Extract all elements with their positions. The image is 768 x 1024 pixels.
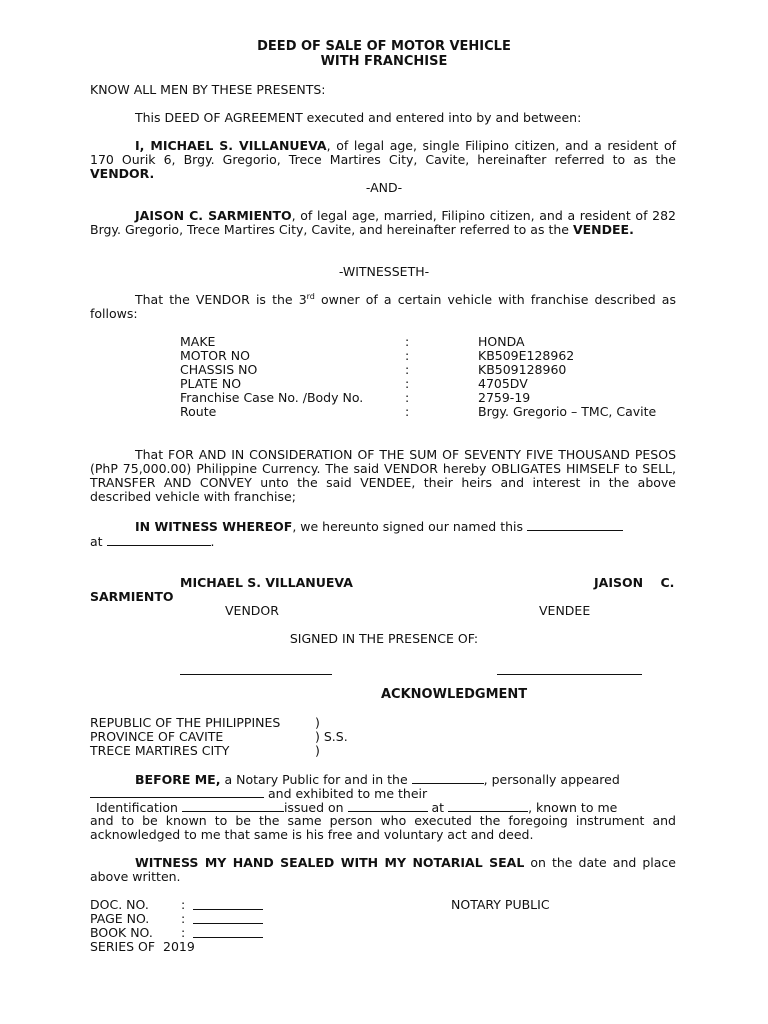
jurisdiction-blank [412,772,484,784]
vendor-name: I, MICHAEL S. VILLANUEVA [135,138,327,153]
witnesseth-heading: -WITNESSETH- [338,264,430,279]
record-label: PAGE NO. [90,911,150,926]
vehicle-value: HONDA [478,334,525,349]
vendee-signature-surname: SARMIENTO [90,589,174,604]
witness-hand-text: on the date and place above written. [90,855,676,884]
witness-hand-heading: WITNESS MY HAND SEALED WITH MY NOTARIAL SEAL [135,855,525,870]
witness-signature-line-2 [497,674,642,675]
notary-public-label: NOTARY PUBLIC [451,897,550,912]
before-me-text-3: and exhibited to me their [267,786,428,801]
witness-hand-paragraph [90,856,676,884]
signed-presence-heading: SIGNED IN THE PRESENCE OF: [289,631,479,646]
vehicle-value: KB509E128962 [478,348,575,363]
date-blank [527,519,623,531]
record-separator: : [181,911,186,926]
vehicle-separator: : [405,334,410,349]
vendee-role-label: VENDEE [539,603,591,618]
vendor-paragraph [90,139,676,181]
in-witness-heading: IN WITNESS WHEREOF [135,519,293,534]
acknowledgment-heading: ACKNOWLEDGMENT [381,687,528,702]
record-separator: : [181,897,186,912]
venue-place: PROVINCE OF CAVITE [90,729,224,744]
record-blank [193,909,263,910]
vehicle-value: 4705DV [478,376,528,391]
vendee-name: JAISON C. SARMIENTO [135,208,292,223]
vehicle-value: Brgy. Gregorio – TMC, Cavite [478,404,657,419]
owner-text-before: That the VENDOR is the 3 [135,292,307,307]
owner-text-after: owner of a certain vehicle with franchise described as follows: [90,292,676,321]
record-blank [193,937,263,938]
vehicle-label: Route [180,404,217,419]
document-title-line-2: WITH FRANCHISE [320,54,448,69]
owner-paragraph [90,293,676,321]
place-blank [107,534,211,546]
in-witness-end: . [210,534,215,549]
vehicle-label: MOTOR NO [180,348,250,363]
witness-signature-line-1 [180,674,332,675]
vendee-paragraph [90,209,676,237]
appearer-name-blank [90,786,264,798]
identification-blank [182,800,284,812]
vehicle-separator: : [405,362,410,377]
vendee-role: VENDEE. [572,222,634,237]
venue-place: TRECE MARTIRES CITY [90,743,230,758]
before-me-line-2 [90,786,427,801]
record-label: BOOK NO. [90,925,153,940]
in-witness-paragraph [90,519,676,549]
vehicle-label: CHASSIS NO [180,362,258,377]
vehicle-separator: : [405,404,410,419]
before-me-line-1 [135,772,620,787]
vehicle-separator: : [405,390,410,405]
and-separator: -AND- [365,180,403,195]
venue-place: REPUBLIC OF THE PHILIPPINES [90,715,281,730]
venue-mark: ) S.S. [315,729,348,744]
identification-label: Identification [96,800,178,815]
in-witness-text: , we hereunto signed our named this [292,519,524,534]
vendor-signature-name: MICHAEL S. VILLANUEVA [180,575,353,590]
vehicle-separator: : [405,348,410,363]
venue-mark: ) [315,743,320,758]
record-blank [193,923,263,924]
vehicle-separator: : [405,376,410,391]
venue-mark: ) [315,715,320,730]
vehicle-value: 2759-19 [478,390,531,405]
vendor-role-label: VENDOR [225,603,279,618]
before-me-text-2: , personally appeared [483,772,620,787]
issued-place-blank [448,800,528,812]
vehicle-label: MAKE [180,334,216,349]
before-me-heading: BEFORE ME, [135,772,221,787]
vendee-signature-name: JAISON C. [594,575,675,590]
consideration-text: That FOR AND IN CONSIDERATION OF THE SUM OF SEVENTY FIVE THOUSAND PESOS (PhP 75,000.00) Philippine Currency. The said VENDOR hereby OBLIGATES HIMSELF to SELL, TRANSFER AND CONVEY unto the said VENDEE, their heirs and interest in the above described vehicle with franchise; [90,447,676,504]
before-me-text-1: a Notary Public for and in the [220,772,408,787]
known-to-me-text: , known to me [528,800,618,815]
record-separator: : [181,925,186,940]
issued-at-label: at [431,800,445,815]
document-title-line-1: DEED OF SALE OF MOTOR VEHICLE [257,39,511,54]
vehicle-label: Franchise Case No. /Body No. [180,390,364,405]
vendor-role: VENDOR. [90,166,155,181]
intro-line: This DEED OF AGREEMENT executed and entered into by and between: [135,110,582,125]
vendor-description: , of legal age, single Filipino citizen, and a resident of 170 Ourik 6, Brgy. Gregorio, Trece Martires City, Cavite, hereinafter referred to as the [90,138,676,167]
vehicle-value: KB509128960 [478,362,567,377]
before-me-rest: and to be known to be the same person who executed the foregoing instrument and acknowledged to me that same is his free and voluntary act and deed. [90,813,676,842]
vehicle-label: PLATE NO [180,376,242,391]
in-witness-at: at [90,534,103,549]
record-label: DOC. NO. [90,897,149,912]
series-label: SERIES OF 2019 [90,939,195,954]
issued-on-label: issued on [283,800,344,815]
preamble: KNOW ALL MEN BY THESE PRESENTS: [90,82,326,97]
vendee-description: , of legal age, married, Filipino citizen, and a resident of 282 Brgy. Gregorio, Trece Martires City, Cavite, and hereinafter referred to as the [90,208,676,237]
ordinal-suffix: rd [306,291,315,301]
issued-date-blank [348,800,428,812]
consideration-paragraph [90,448,676,504]
